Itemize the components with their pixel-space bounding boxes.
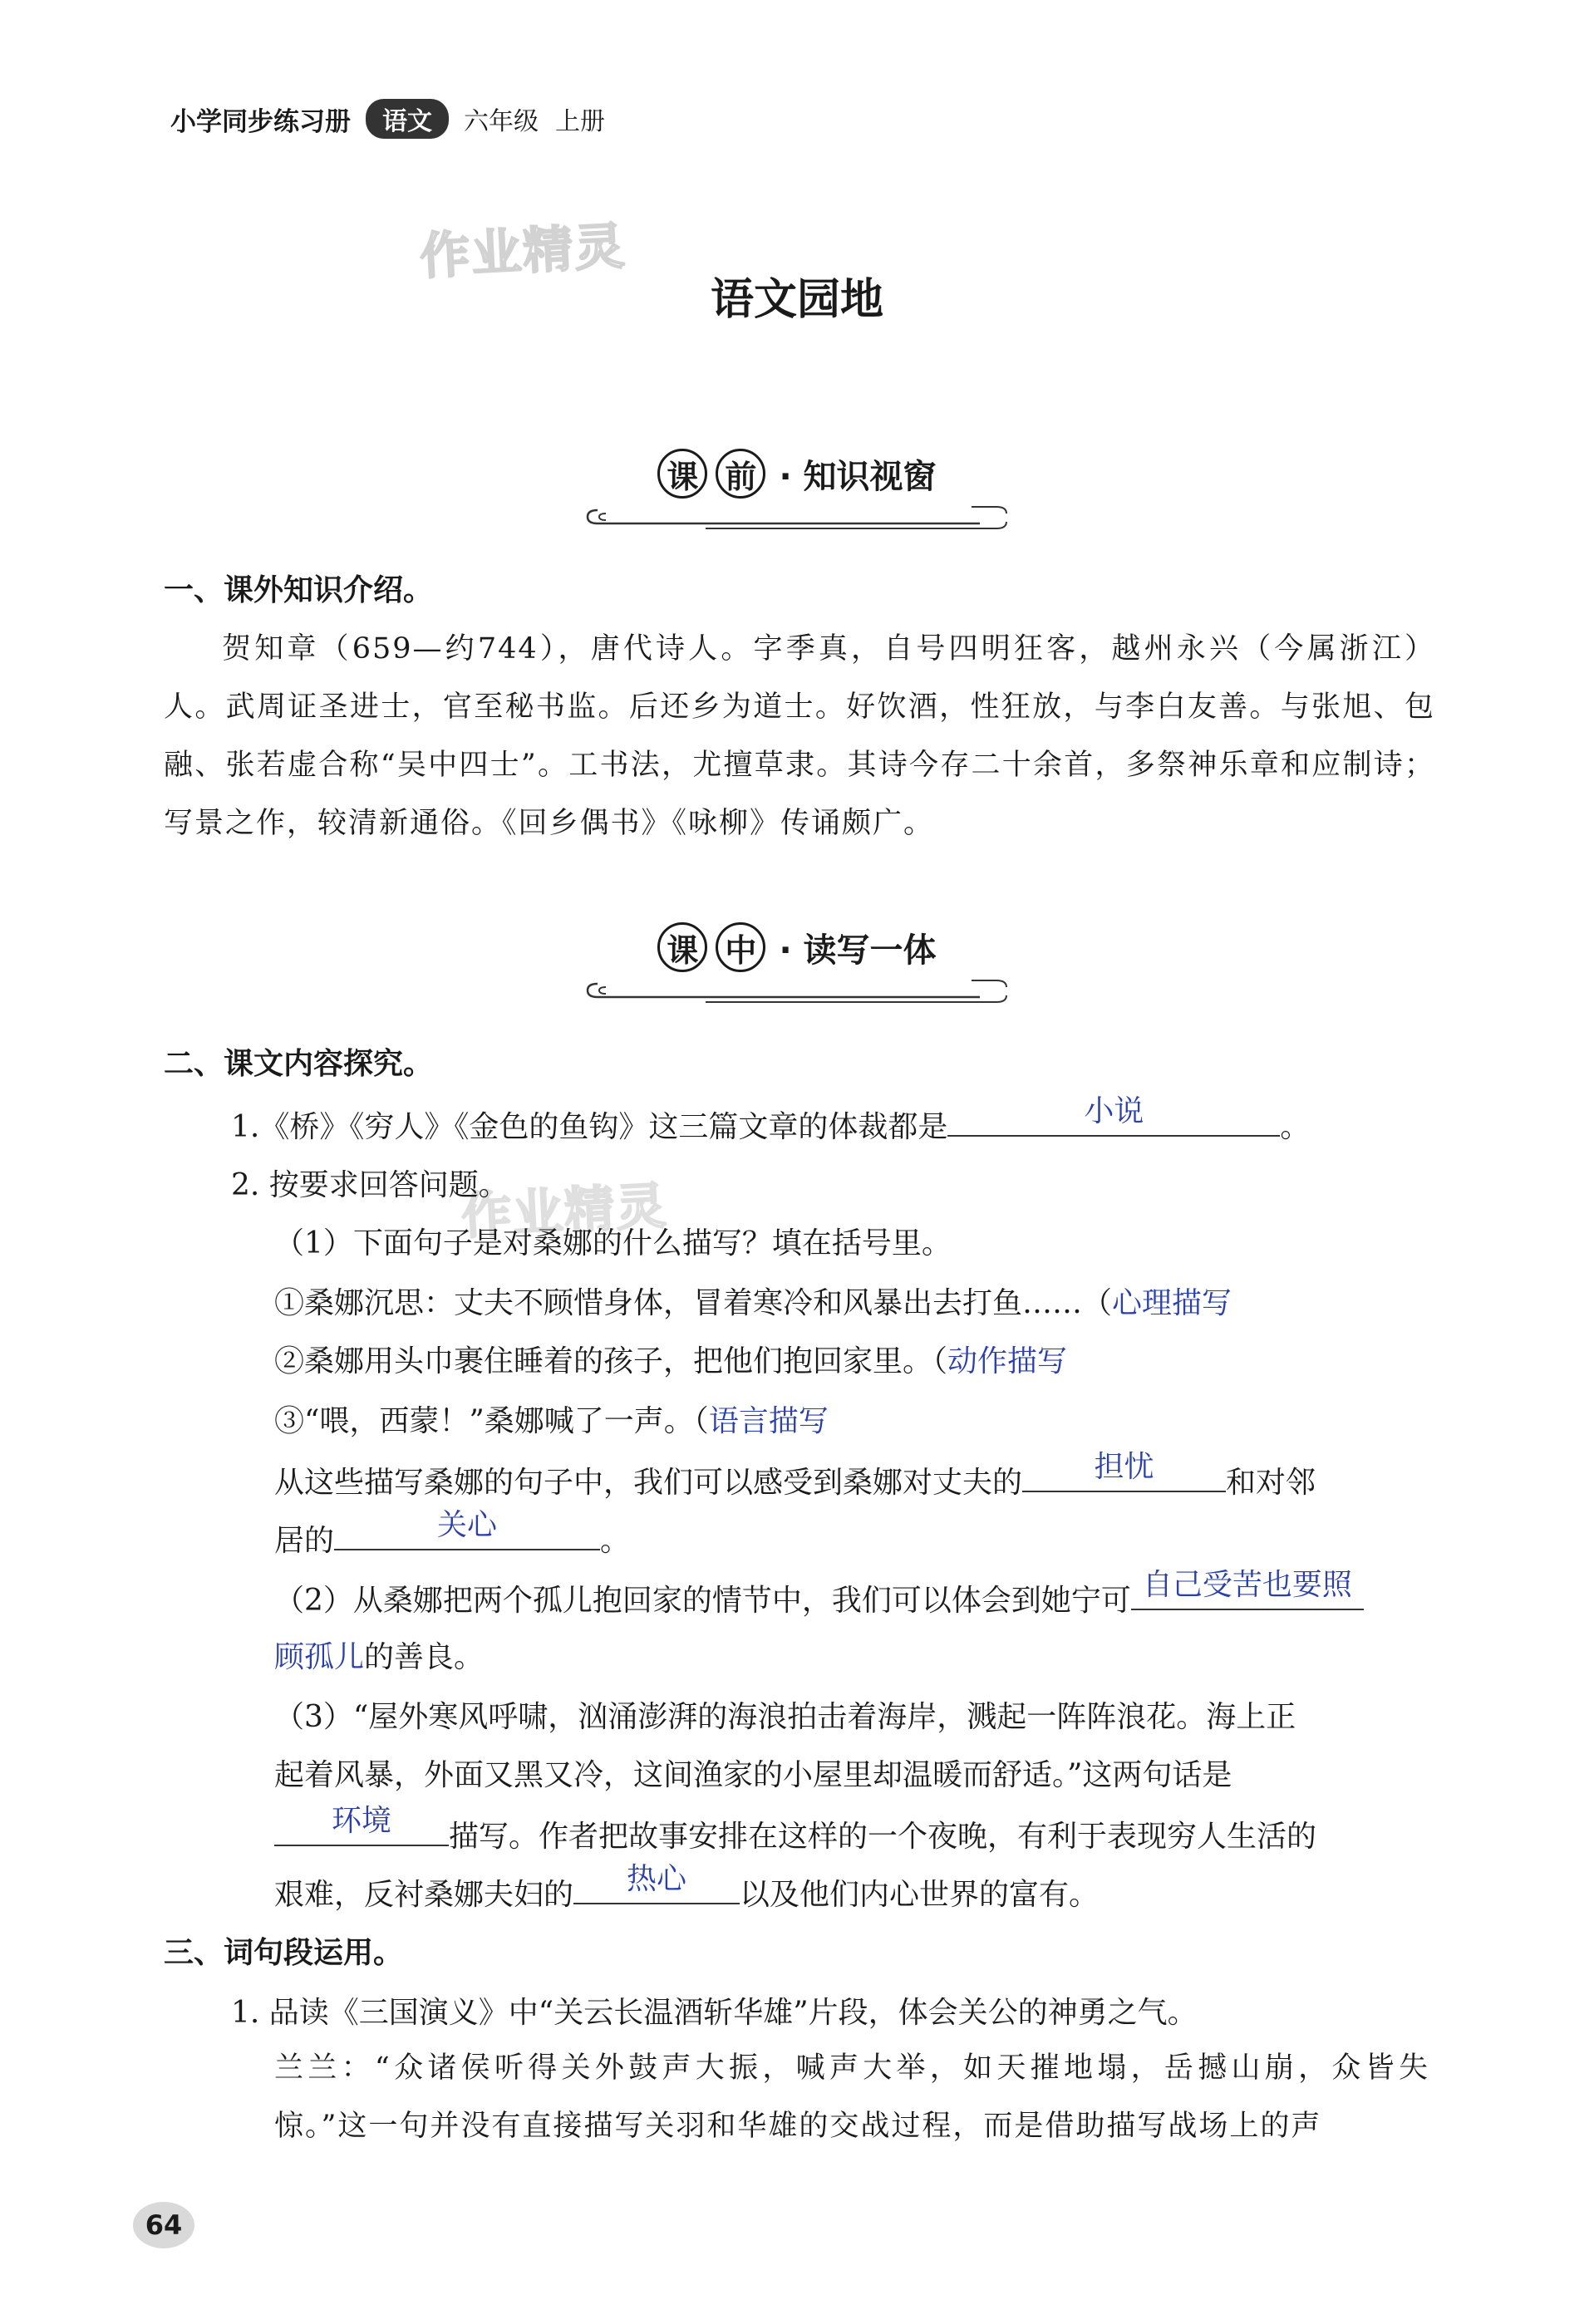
answer-blank[interactable] — [274, 1804, 449, 1846]
handwritten-answer: 关心 — [437, 1508, 498, 1542]
line-text: 居的 — [274, 1524, 335, 1558]
volume-label: 上册 — [555, 107, 605, 136]
handwritten-answer: 动作描写 — [947, 1344, 1068, 1378]
item-text: ②桑娜用头巾裹住睡着的孩子，把他们抱回家里。（ — [274, 1344, 948, 1378]
subquestion-3-line3 — [274, 1804, 1317, 1855]
question-text: 1.《桥》《穷人》《金色的鱼钩》这三篇文章的体裁都是 — [231, 1110, 948, 1144]
running-header — [170, 100, 605, 138]
handwritten-answer: 小说 — [1084, 1094, 1144, 1128]
seal-char: 课 — [657, 449, 707, 499]
handwritten-answer: 自己受苦也要照 — [1142, 1568, 1352, 1602]
question-1 — [231, 1094, 1311, 1146]
answer-blank[interactable] — [1022, 1450, 1226, 1492]
part3-paragraph: 兰兰：“众诸侯听得关外鼓声大振，喊声大举，如天摧地塌，岳撼山崩，众皆失惊。”这一句并没有直接描写关羽和华雄的交战过程，而是借助描写战场上的声 — [274, 2051, 1429, 2143]
section-label: · 读写一体 — [779, 931, 937, 970]
part3-question-1: 1. 品读《三国演义》中“关云长温酒斩华雄”片段，体会关公的神勇之气。 — [231, 1996, 1198, 2030]
feeling-line — [274, 1450, 1316, 1501]
subquestion-3-line1: （3）“屋外寒风呼啸，汹涌澎湃的海浪拍击着海岸，溅起一阵阵浪花。海上正 — [274, 1700, 1296, 1734]
subject-badge: 语文 — [366, 99, 449, 139]
heading-extracurricular: 一、课外知识介绍。 — [164, 573, 434, 607]
punctuation: 。 — [1280, 1110, 1311, 1144]
section-label: · 知识视窗 — [779, 457, 937, 496]
watermark: 作业精灵 — [418, 217, 627, 287]
series-title: 小学同步练习册 — [170, 106, 351, 137]
subquestion-3-line4 — [274, 1862, 1100, 1914]
banner-scroll-ornament — [581, 977, 1013, 1005]
answer-blank[interactable] — [334, 1508, 600, 1550]
item-1 — [274, 1280, 1232, 1322]
handwritten-answer: 环境 — [331, 1804, 391, 1838]
section-banner-preclass — [0, 449, 1594, 532]
handwritten-answer: 热心 — [627, 1862, 687, 1896]
line-text: 从这些描写桑娜的句子中，我们可以感受到桑娜对丈夫的 — [274, 1466, 1023, 1500]
answer-blank[interactable] — [947, 1094, 1280, 1137]
paragraph-he-zhizhang: 贺知章（659—约744），唐代诗人。字季真，自号四明狂客，越州永兴（今属浙江）人。武周证圣进士，官至秘书监。后还乡为道士。好饮酒，性狂放，与李白友善。与张旭、包融、张若虚合称“吴中四士”。工书法，尤擅草隶。其诗今存二十余首，多祭神乐章和应制诗；写景之作，较清新通俗。《回乡偶书》《咏柳》传诵颇广。 — [164, 632, 1435, 840]
item-text: ①桑娜沉思：丈夫不顾惜身体，冒着寒冷和风暴出去打鱼……（ — [274, 1286, 1113, 1320]
seal-char: 前 — [716, 449, 765, 499]
handwritten-answer: 担忧 — [1094, 1450, 1154, 1484]
line-text: （2）从桑娜把两个孤儿抱回家的情节中，我们可以体会到她宁可 — [274, 1584, 1131, 1618]
line-text: 和对邻 — [1226, 1466, 1316, 1500]
subquestion-2-cont — [274, 1634, 484, 1676]
banner-scroll-ornament — [581, 504, 1013, 532]
page-title: 语文园地 — [710, 275, 883, 325]
handwritten-answer: 顾孤儿 — [274, 1640, 365, 1674]
item-2 — [274, 1338, 1067, 1380]
answer-blank[interactable] — [573, 1862, 740, 1904]
handwritten-answer: 语言描写 — [708, 1404, 829, 1438]
heading-text-exploration: 二、课文内容探究。 — [164, 1047, 434, 1081]
line-text: 的善良。 — [364, 1640, 485, 1674]
line-text: 以及他们内心世界的富有。 — [740, 1878, 1100, 1912]
page-number: 64 — [133, 2202, 194, 2248]
seal-char: 中 — [716, 922, 765, 972]
subquestion-3-line2: 起着风暴，外面又黑又冷，这间渔家的小屋里却温暖而舒适。”这两句话是 — [274, 1758, 1232, 1792]
punctuation: 。 — [600, 1524, 631, 1558]
item-text: ③“喂，西蒙！”桑娜喊了一声。（ — [274, 1404, 709, 1438]
seal-char: 课 — [657, 922, 707, 972]
watermark-secondary: 作业精灵 — [460, 1177, 669, 1246]
question-2: 2. 按要求回答问题。 — [231, 1168, 509, 1202]
line-text: 艰难，反衬桑娜夫妇的 — [274, 1878, 574, 1912]
feeling-line-cont — [274, 1508, 631, 1560]
item-3 — [274, 1398, 829, 1440]
answer-blank[interactable] — [1131, 1568, 1364, 1610]
grade-label: 六年级 — [464, 107, 539, 136]
line-text: 描写。作者把故事安排在这样的一个夜晚，有利于表现穷人生活的 — [449, 1820, 1317, 1854]
section-banner-inclass — [0, 922, 1594, 1005]
subquestion-2 — [274, 1568, 1364, 1619]
heading-word-usage: 三、词句段运用。 — [164, 1936, 404, 1970]
handwritten-answer: 心理描写 — [1112, 1286, 1232, 1320]
subquestion-1-prompt: （1）下面句子是对桑娜的什么描写？填在括号里。 — [274, 1226, 952, 1260]
